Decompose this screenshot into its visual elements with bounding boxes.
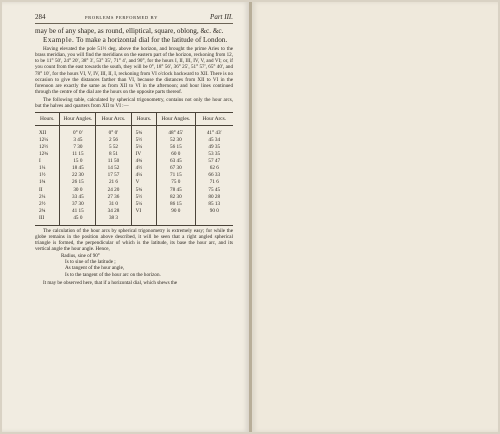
table-cell: 5½ bbox=[131, 136, 156, 143]
table-cell bbox=[131, 214, 156, 225]
formula-line: As tangent of the hour angle, bbox=[65, 265, 125, 272]
table-cell: 5¼ bbox=[131, 200, 156, 207]
table-header: Hour Angles. bbox=[60, 113, 96, 126]
table-cell: I bbox=[39, 158, 41, 165]
table-cell: 31 0 bbox=[96, 200, 131, 207]
table-cell: 17 57 bbox=[96, 172, 131, 179]
last-line: It may be observed here, that if a horizontal dial, which shews the bbox=[43, 279, 178, 286]
table-cell: 75 45 bbox=[195, 186, 233, 193]
table-cell: 71 6 bbox=[195, 179, 233, 186]
table-cell: XII bbox=[39, 129, 47, 136]
table-cell: 90 0 bbox=[157, 207, 195, 214]
paragraph-1: Having elevated the pole 51½ deg. above the horizon, and brought the prime Aries to the brass meridian, you will find the meridians on the eastern part of the horizon, reckoning from 12, to be 11° 50′, 24° 20′, 38° 3′, 53° 35′, 71° 4′, and 90°, for the hours I, II, III, IV, V, and VI; or, if you count from the east towards the south, they will be 0°, 18° 56′, 36° 25′, 51° 57′, 65° 40′, and 78° 10′, for the hours VI, V, IV, III, II, I, reckoning from VI o'clock backward to XII. There is no occasion to give the distances farther than VI, because the distances from XII to VI in the forenoon are exactly the same as from XII to VI in the afternoon; and hour lines continued through the centre of the dial are the hours on the opposite parts thereof. bbox=[35, 46, 233, 95]
table-cell: 4¾ bbox=[131, 158, 156, 165]
formula-line: Is to the tangent of the hour arc on the horizon. bbox=[65, 271, 161, 278]
paragraph-3: The calculation of the hour arcs by spherical trigonometry is extremely easy; for while the globe remains in the position above described, it will be seen that a right angled spherical triangle is formed, the perpendicular of which is the latitude, its base the hour arc, and its vertical angle the hour angle. Hence, bbox=[35, 227, 233, 252]
table-cell: 0° 0′ bbox=[96, 126, 131, 137]
table-cell: 63 45 bbox=[157, 158, 195, 165]
running-head bbox=[35, 13, 233, 24]
table-header: Hour Angles. bbox=[157, 113, 195, 126]
table-cell: 90 0 bbox=[195, 207, 233, 214]
table-cell: 33 45 bbox=[60, 193, 96, 200]
table-row bbox=[35, 158, 233, 165]
table-cell: 5 52 bbox=[96, 144, 131, 151]
table-cell: 80 28 bbox=[195, 193, 233, 200]
table-cell: 15 0 bbox=[60, 158, 96, 165]
table-header: Hours. bbox=[35, 113, 60, 126]
table-header-row bbox=[35, 113, 233, 126]
table-cell: 78 45 bbox=[157, 186, 195, 193]
table-cell: 75 0 bbox=[157, 179, 195, 186]
left-page bbox=[2, 2, 249, 432]
table-cell: 2 56 bbox=[96, 136, 131, 143]
lead-line: may be of any shape, as round, elliptical, square, oblong, &c. &c. bbox=[35, 27, 224, 35]
table-row bbox=[35, 214, 233, 225]
table-cell: 60 0 bbox=[157, 151, 195, 158]
table-cell: 3 45 bbox=[60, 136, 96, 143]
table-cell: 18 45 bbox=[60, 165, 96, 172]
table-cell: 1¾ bbox=[39, 179, 46, 186]
table-cell: 49 35 bbox=[195, 144, 233, 151]
table-cell: 53 35 bbox=[195, 151, 233, 158]
table-row bbox=[35, 186, 233, 193]
table-cell bbox=[157, 214, 195, 225]
table-cell: 82 30 bbox=[157, 193, 195, 200]
table-cell: 86 15 bbox=[157, 200, 195, 207]
table-cell: 2¾ bbox=[39, 207, 46, 214]
paragraph-2: The following table, calculated by spherical trigonometry, contains not only the hour arcs, but the halves and quarters from XII to VI :— bbox=[35, 96, 233, 110]
table-cell: 22 30 bbox=[60, 172, 96, 179]
example-text: To make a horizontal dial for the latitude of London. bbox=[76, 35, 228, 44]
table-cell: 4½ bbox=[131, 165, 156, 172]
table-cell: 57 47 bbox=[195, 158, 233, 165]
table-header: Hour Arcs. bbox=[96, 113, 131, 126]
table-cell: 34 28 bbox=[96, 207, 131, 214]
table-cell: 12½ bbox=[39, 144, 49, 151]
table-cell: 5¾ bbox=[131, 126, 156, 137]
page-content bbox=[35, 13, 233, 286]
table-cell: 12¼ bbox=[39, 136, 49, 143]
table-cell: 48° 45′ bbox=[157, 126, 195, 137]
table-body bbox=[35, 126, 233, 225]
table-cell: 1¼ bbox=[39, 165, 46, 172]
table-cell: 27 36 bbox=[96, 193, 131, 200]
table-cell: 5¾ bbox=[131, 186, 156, 193]
table-cell: 30 0 bbox=[60, 186, 96, 193]
table-row bbox=[35, 179, 233, 186]
table-cell: 4¼ bbox=[131, 172, 156, 179]
formula-line: Is to sine of the latitude ; bbox=[65, 259, 116, 266]
table-cell: 7 30 bbox=[60, 144, 96, 151]
table-cell: II bbox=[39, 186, 43, 193]
right-page-blank bbox=[252, 2, 498, 432]
table-cell: 62 6 bbox=[195, 165, 233, 172]
example-label: Example. bbox=[43, 35, 75, 44]
table-cell: 67 30 bbox=[157, 165, 195, 172]
table-cell: 5¼ bbox=[131, 144, 156, 151]
table-cell: 85 13 bbox=[195, 200, 233, 207]
table-cell: 56 15 bbox=[157, 144, 195, 151]
table-cell: 52 30 bbox=[157, 136, 195, 143]
table-cell: 45 0 bbox=[60, 214, 96, 225]
table-cell: 71 15 bbox=[157, 172, 195, 179]
table-cell: 11 50 bbox=[96, 158, 131, 165]
table-cell: 2¼ bbox=[39, 193, 46, 200]
table-row bbox=[35, 151, 233, 158]
table-cell: 26 15 bbox=[60, 179, 96, 186]
table-cell: 11 15 bbox=[60, 151, 96, 158]
table-cell: 0° 0′ bbox=[60, 126, 96, 137]
table-cell: IV bbox=[131, 151, 156, 158]
table-cell: 21 6 bbox=[96, 179, 131, 186]
hour-arc-table bbox=[35, 112, 233, 225]
table-cell: 5½ bbox=[131, 193, 156, 200]
formula-line: Radius, sine of 90° bbox=[61, 252, 100, 259]
example-heading bbox=[35, 36, 233, 45]
part-label: Part III. bbox=[210, 13, 233, 21]
table-cell: III bbox=[39, 214, 45, 221]
table-row bbox=[35, 165, 233, 172]
table-row bbox=[35, 207, 233, 214]
table-cell: VI bbox=[131, 207, 156, 214]
table-row bbox=[35, 200, 233, 207]
running-title: PROBLEMS PERFORMED BY bbox=[85, 15, 159, 20]
table-row bbox=[35, 126, 233, 137]
table-header: Hour Arcs. bbox=[195, 113, 233, 126]
book-spread bbox=[2, 2, 498, 432]
table-header: Hours. bbox=[131, 113, 156, 126]
table-cell: 8 51 bbox=[96, 151, 131, 158]
table-cell: 12¾ bbox=[39, 151, 49, 158]
table-cell: V bbox=[131, 179, 156, 186]
table-cell: 38 3 bbox=[96, 214, 131, 225]
table-cell: 2½ bbox=[39, 200, 46, 207]
table-cell: 1½ bbox=[39, 172, 46, 179]
table-row bbox=[35, 172, 233, 179]
table-cell: 41° 43′ bbox=[195, 126, 233, 137]
table-cell: 41 15 bbox=[60, 207, 96, 214]
table-cell: 37 30 bbox=[60, 200, 96, 207]
table-row bbox=[35, 144, 233, 151]
table-row bbox=[35, 136, 233, 143]
table-row bbox=[35, 193, 233, 200]
table-cell bbox=[195, 214, 233, 225]
table-cell: 45 34 bbox=[195, 136, 233, 143]
table-cell: 14 52 bbox=[96, 165, 131, 172]
table-cell: 24 20 bbox=[96, 186, 131, 193]
page-number: 284 bbox=[35, 13, 46, 21]
table-cell: 66 33 bbox=[195, 172, 233, 179]
formula-block bbox=[35, 253, 233, 278]
